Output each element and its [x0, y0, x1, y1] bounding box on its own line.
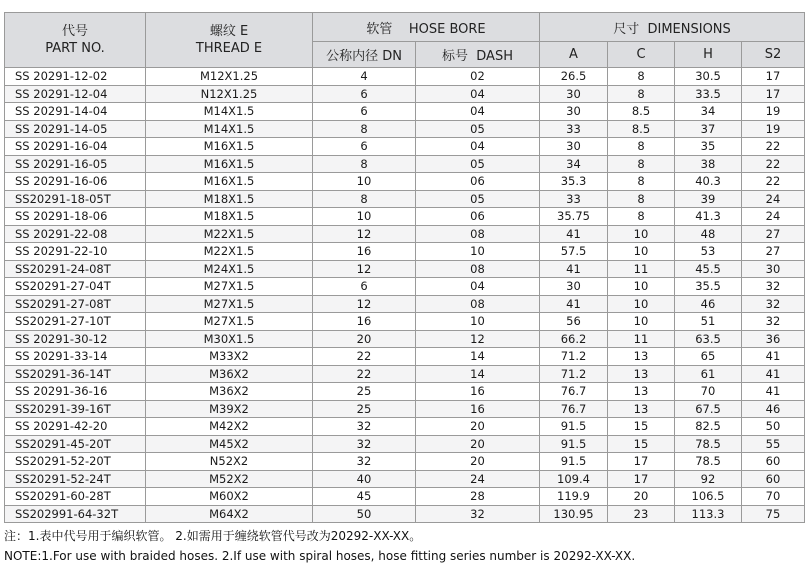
part-no-cell: SS 20291-42-20: [5, 418, 146, 436]
dash-cell: 20: [416, 453, 540, 471]
c-cell: 13: [608, 400, 675, 418]
part-no-cell: SS20291-18-05T: [5, 190, 146, 208]
s2-cell: 60: [742, 453, 805, 471]
dash-cell: 28: [416, 488, 540, 506]
a-cell: 91.5: [540, 418, 608, 436]
dash-cell: 16: [416, 400, 540, 418]
a-cell: 30: [540, 85, 608, 103]
c-cell: 23: [608, 505, 675, 523]
c-cell: 15: [608, 435, 675, 453]
dash-cell: 32: [416, 505, 540, 523]
a-cell: 91.5: [540, 435, 608, 453]
hose-bore-header: 软管 HOSE BORE: [313, 13, 540, 42]
a-cell: 66.2: [540, 330, 608, 348]
a-cell: 33: [540, 190, 608, 208]
c-cell: 10: [608, 225, 675, 243]
a-cell: 119.9: [540, 488, 608, 506]
c-cell: 10: [608, 243, 675, 261]
s2-cell: 17: [742, 68, 805, 86]
a-cell: 41: [540, 295, 608, 313]
part-no-cell: SS 20291-18-06: [5, 208, 146, 226]
h-cell: 53: [675, 243, 742, 261]
a-header: A: [540, 42, 608, 68]
part-no-cell: SS 20291-12-04: [5, 85, 146, 103]
c-cell: 13: [608, 383, 675, 401]
thread-cell: M45X2: [146, 435, 313, 453]
c-cell: 13: [608, 348, 675, 366]
dash-cell: 04: [416, 138, 540, 156]
dash-cell: 05: [416, 155, 540, 173]
thread-cell: M27X1.5: [146, 278, 313, 296]
dash-cell: 16: [416, 383, 540, 401]
c-cell: 8: [608, 155, 675, 173]
dn-cell: 20: [313, 330, 416, 348]
table-row: [5, 278, 805, 296]
table-row: [5, 313, 805, 331]
s2-cell: 41: [742, 348, 805, 366]
h-cell: 37: [675, 120, 742, 138]
dn-cell: 6: [313, 85, 416, 103]
h-cell: 82.5: [675, 418, 742, 436]
s2-cell: 30: [742, 260, 805, 278]
table-row: [5, 470, 805, 488]
c-cell: 10: [608, 313, 675, 331]
thread-cell: M14X1.5: [146, 103, 313, 121]
dash-cell: 05: [416, 190, 540, 208]
s2-cell: 32: [742, 295, 805, 313]
thread-cell: M52X2: [146, 470, 313, 488]
c-cell: 11: [608, 260, 675, 278]
part-no-cell: SS 20291-16-06: [5, 173, 146, 191]
table-row: [5, 505, 805, 523]
part-no-cell: SS 20291-33-14: [5, 348, 146, 366]
dn-cell: 22: [313, 348, 416, 366]
s2-cell: 27: [742, 243, 805, 261]
thread-cell: M36X2: [146, 365, 313, 383]
dn-header: 公称内径 DN: [313, 42, 416, 68]
a-cell: 57.5: [540, 243, 608, 261]
s2-cell: 46: [742, 400, 805, 418]
h-cell: 78.5: [675, 453, 742, 471]
part-no-cell: SS 20291-12-02: [5, 68, 146, 86]
thread-cell: M18X1.5: [146, 190, 313, 208]
thread-cell: M16X1.5: [146, 173, 313, 191]
s2-cell: 19: [742, 120, 805, 138]
dash-cell: 10: [416, 313, 540, 331]
dn-cell: 32: [313, 435, 416, 453]
table-row: [5, 155, 805, 173]
dash-cell: 08: [416, 260, 540, 278]
s2-cell: 22: [742, 138, 805, 156]
c-cell: 10: [608, 278, 675, 296]
table-row: [5, 173, 805, 191]
dn-cell: 45: [313, 488, 416, 506]
part-no-cell: SS20291-36-14T: [5, 365, 146, 383]
c-cell: 8: [608, 173, 675, 191]
c-cell: 17: [608, 453, 675, 471]
note-cn: 注：1.表中代号用于编织软管。 2.如需用于缠绕软管代号改为20292-XX-XX。: [4, 529, 422, 543]
a-cell: 41: [540, 260, 608, 278]
h-cell: 33.5: [675, 85, 742, 103]
dn-cell: 8: [313, 120, 416, 138]
dn-cell: 8: [313, 190, 416, 208]
thread-header-cn: 螺纹 E: [209, 24, 249, 39]
table-row: [5, 190, 805, 208]
dn-cell: 10: [313, 208, 416, 226]
c-cell: 17: [608, 470, 675, 488]
c-cell: 8: [608, 138, 675, 156]
dash-cell: 02: [416, 68, 540, 86]
s2-cell: 41: [742, 383, 805, 401]
a-cell: 130.95: [540, 505, 608, 523]
h-cell: 45.5: [675, 260, 742, 278]
thread-header-en: THREAD E: [195, 41, 263, 56]
dash-cell: 04: [416, 278, 540, 296]
thread-cell: M12X1.25: [146, 68, 313, 86]
table-body: [5, 68, 805, 523]
c-cell: 8: [608, 68, 675, 86]
dn-cell: 12: [313, 225, 416, 243]
h-cell: 113.3: [675, 505, 742, 523]
table-row: [5, 243, 805, 261]
a-cell: 35.75: [540, 208, 608, 226]
part-no-cell: SS20291-27-10T: [5, 313, 146, 331]
table-row: [5, 488, 805, 506]
dash-cell: 06: [416, 208, 540, 226]
part-no-cell: SS 20291-14-05: [5, 120, 146, 138]
dn-cell: 25: [313, 400, 416, 418]
dimensions-header: 尺寸 DIMENSIONS: [540, 13, 805, 42]
thread-cell: M60X2: [146, 488, 313, 506]
table-row: [5, 435, 805, 453]
part-no-cell: SS 20291-22-10: [5, 243, 146, 261]
part-no-cell: SS 20291-16-05: [5, 155, 146, 173]
s2-cell: 22: [742, 155, 805, 173]
a-cell: 56: [540, 313, 608, 331]
dash-cell: 05: [416, 120, 540, 138]
thread-cell: M16X1.5: [146, 138, 313, 156]
thread-header: [146, 13, 313, 68]
dn-cell: 8: [313, 155, 416, 173]
thread-cell: M30X1.5: [146, 330, 313, 348]
h-cell: 30.5: [675, 68, 742, 86]
h-cell: 106.5: [675, 488, 742, 506]
s2-cell: 55: [742, 435, 805, 453]
dash-cell: 04: [416, 85, 540, 103]
h-header: H: [675, 42, 742, 68]
s2-cell: 60: [742, 470, 805, 488]
h-cell: 40.3: [675, 173, 742, 191]
dash-cell: 20: [416, 435, 540, 453]
dash-cell: 14: [416, 348, 540, 366]
thread-cell: M24X1.5: [146, 260, 313, 278]
h-cell: 34: [675, 103, 742, 121]
dash-header: 标号 DASH: [416, 42, 540, 68]
table-row: [5, 120, 805, 138]
c-cell: 15: [608, 418, 675, 436]
dn-cell: 32: [313, 418, 416, 436]
dn-cell: 16: [313, 313, 416, 331]
dn-cell: 10: [313, 173, 416, 191]
thread-cell: M27X1.5: [146, 295, 313, 313]
h-cell: 48: [675, 225, 742, 243]
h-cell: 70: [675, 383, 742, 401]
a-cell: 76.7: [540, 383, 608, 401]
thread-cell: M64X2: [146, 505, 313, 523]
c-cell: 8: [608, 85, 675, 103]
s2-cell: 50: [742, 418, 805, 436]
s2-cell: 36: [742, 330, 805, 348]
thread-cell: N52X2: [146, 453, 313, 471]
part-no-cell: SS 20291-36-16: [5, 383, 146, 401]
table-row: [5, 208, 805, 226]
part-no-cell: SS 20291-22-08: [5, 225, 146, 243]
thread-cell: M18X1.5: [146, 208, 313, 226]
table-row: [5, 348, 805, 366]
dn-cell: 6: [313, 278, 416, 296]
part-no-header-cn: 代号: [61, 24, 88, 39]
dn-cell: 22: [313, 365, 416, 383]
part-no-cell: SS20291-60-28T: [5, 488, 146, 506]
dn-cell: 16: [313, 243, 416, 261]
a-cell: 76.7: [540, 400, 608, 418]
thread-cell: M39X2: [146, 400, 313, 418]
part-no-cell: SS20291-24-08T: [5, 260, 146, 278]
h-cell: 35: [675, 138, 742, 156]
dash-cell: 14: [416, 365, 540, 383]
thread-cell: M14X1.5: [146, 120, 313, 138]
s2-cell: 32: [742, 278, 805, 296]
dimensions-table: [4, 12, 805, 523]
s2-cell: 22: [742, 173, 805, 191]
s2-cell: 32: [742, 313, 805, 331]
thread-cell: M33X2: [146, 348, 313, 366]
part-no-cell: SS 20291-16-04: [5, 138, 146, 156]
s2-cell: 27: [742, 225, 805, 243]
part-no-cell: SS202991-64-32T: [5, 505, 146, 523]
notes: [4, 526, 635, 566]
dash-cell: 08: [416, 295, 540, 313]
thread-cell: N12X1.25: [146, 85, 313, 103]
c-header: C: [608, 42, 675, 68]
dash-cell: 06: [416, 173, 540, 191]
part-no-cell: SS 20291-30-12: [5, 330, 146, 348]
a-cell: 26.5: [540, 68, 608, 86]
dn-cell: 6: [313, 103, 416, 121]
table-row: [5, 330, 805, 348]
c-cell: 8.5: [608, 120, 675, 138]
a-cell: 71.2: [540, 365, 608, 383]
s2-header: S2: [742, 42, 805, 68]
c-cell: 10: [608, 295, 675, 313]
a-cell: 30: [540, 103, 608, 121]
h-cell: 63.5: [675, 330, 742, 348]
s2-cell: 17: [742, 85, 805, 103]
thread-cell: M42X2: [146, 418, 313, 436]
table-row: [5, 383, 805, 401]
c-cell: 8.5: [608, 103, 675, 121]
dn-cell: 32: [313, 453, 416, 471]
c-cell: 8: [608, 190, 675, 208]
table-row: [5, 85, 805, 103]
table-header: [5, 13, 805, 68]
h-cell: 61: [675, 365, 742, 383]
s2-cell: 24: [742, 190, 805, 208]
table-row: [5, 260, 805, 278]
part-no-cell: SS20291-27-08T: [5, 295, 146, 313]
h-cell: 67.5: [675, 400, 742, 418]
dash-cell: 20: [416, 418, 540, 436]
h-cell: 38: [675, 155, 742, 173]
dash-cell: 08: [416, 225, 540, 243]
dash-cell: 12: [416, 330, 540, 348]
a-cell: 35.3: [540, 173, 608, 191]
dash-cell: 10: [416, 243, 540, 261]
dn-cell: 12: [313, 260, 416, 278]
table-row: [5, 365, 805, 383]
dn-cell: 4: [313, 68, 416, 86]
table-row: [5, 68, 805, 86]
table-row: [5, 103, 805, 121]
a-cell: 91.5: [540, 453, 608, 471]
table-row: [5, 453, 805, 471]
s2-cell: 41: [742, 365, 805, 383]
a-cell: 30: [540, 278, 608, 296]
dn-cell: 25: [313, 383, 416, 401]
table-row: [5, 400, 805, 418]
s2-cell: 75: [742, 505, 805, 523]
note-en: NOTE:1.For use with braided hoses. 2.If use with spiral hoses, hose fitting series number is 20292-XX-XX.: [4, 549, 636, 563]
a-cell: 71.2: [540, 348, 608, 366]
c-cell: 20: [608, 488, 675, 506]
h-cell: 92: [675, 470, 742, 488]
c-cell: 11: [608, 330, 675, 348]
table-row: [5, 138, 805, 156]
a-cell: 109.4: [540, 470, 608, 488]
h-cell: 51: [675, 313, 742, 331]
s2-cell: 70: [742, 488, 805, 506]
dn-cell: 6: [313, 138, 416, 156]
thread-cell: M16X1.5: [146, 155, 313, 173]
h-cell: 65: [675, 348, 742, 366]
part-no-cell: SS20291-27-04T: [5, 278, 146, 296]
a-cell: 41: [540, 225, 608, 243]
part-no-header: [5, 13, 146, 68]
dash-cell: 04: [416, 103, 540, 121]
h-cell: 39: [675, 190, 742, 208]
dn-cell: 40: [313, 470, 416, 488]
part-no-cell: SS 20291-14-04: [5, 103, 146, 121]
thread-cell: M27X1.5: [146, 313, 313, 331]
table-row: [5, 418, 805, 436]
dn-cell: 12: [313, 295, 416, 313]
part-no-cell: SS20291-52-24T: [5, 470, 146, 488]
thread-cell: M36X2: [146, 383, 313, 401]
part-no-cell: SS20291-39-16T: [5, 400, 146, 418]
part-no-cell: SS20291-52-20T: [5, 453, 146, 471]
dn-cell: 50: [313, 505, 416, 523]
part-no-cell: SS20291-45-20T: [5, 435, 146, 453]
s2-cell: 24: [742, 208, 805, 226]
c-cell: 13: [608, 365, 675, 383]
table-row: [5, 295, 805, 313]
dash-cell: 24: [416, 470, 540, 488]
c-cell: 8: [608, 208, 675, 226]
thread-cell: M22X1.5: [146, 243, 313, 261]
a-cell: 33: [540, 120, 608, 138]
thread-cell: M22X1.5: [146, 225, 313, 243]
h-cell: 35.5: [675, 278, 742, 296]
h-cell: 78.5: [675, 435, 742, 453]
a-cell: 30: [540, 138, 608, 156]
h-cell: 41.3: [675, 208, 742, 226]
part-no-header-en: PART NO.: [45, 41, 105, 56]
s2-cell: 19: [742, 103, 805, 121]
table-row: [5, 225, 805, 243]
a-cell: 34: [540, 155, 608, 173]
h-cell: 46: [675, 295, 742, 313]
